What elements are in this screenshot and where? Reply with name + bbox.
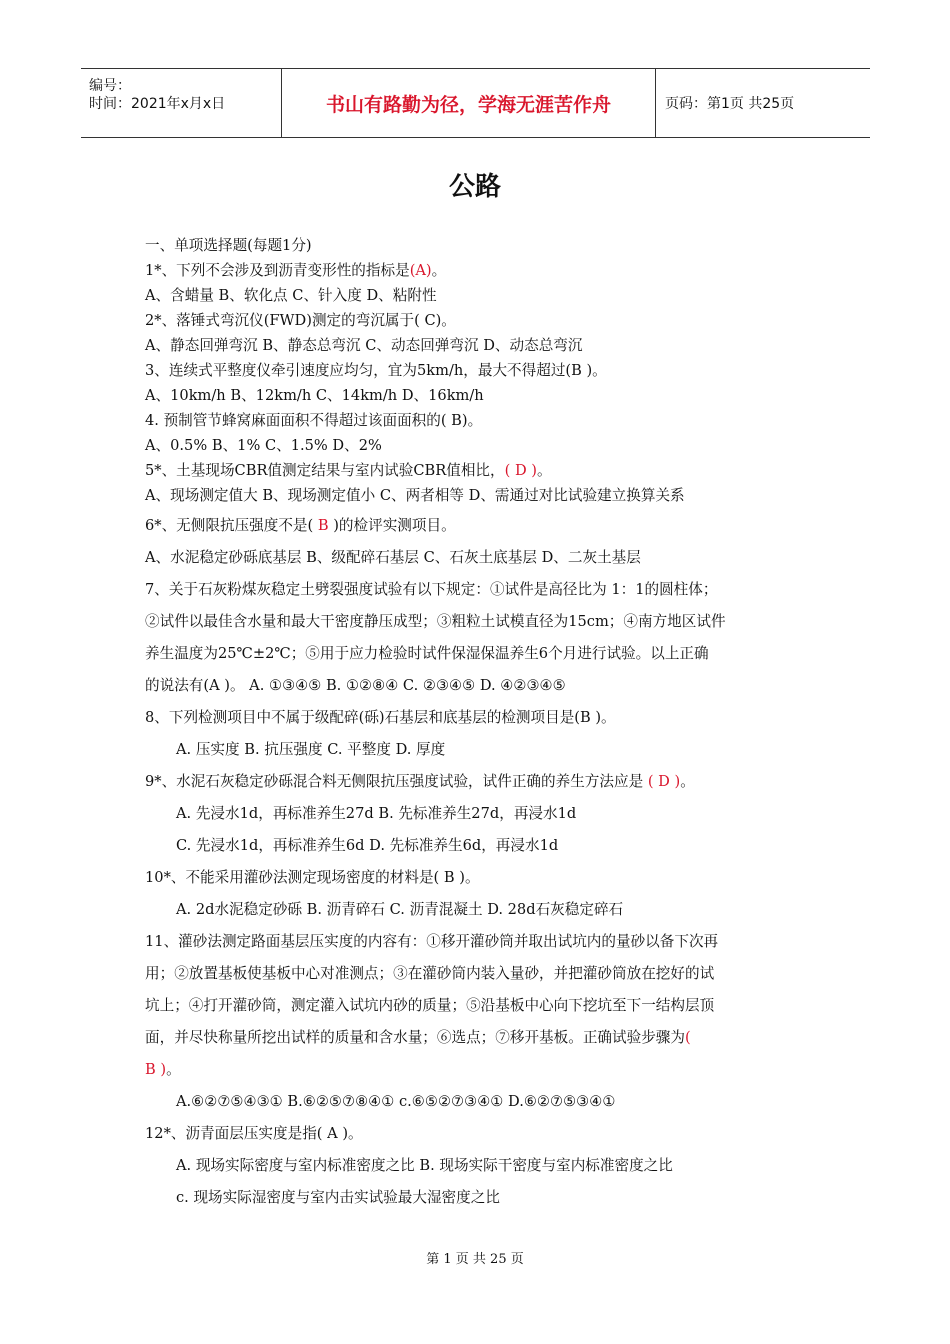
question-12-options: A. 现场实际密度与室内标准密度之比 B. 现场实际干密度与室内标准密度之比 <box>176 1157 673 1174</box>
question-6-answer: B <box>313 517 334 534</box>
question-12-options: c. 现场实际湿密度与室内击实试验最大湿密度之比 <box>176 1189 500 1206</box>
question-8-options: A. 压实度 B. 抗压强度 C. 平整度 D. 厚度 <box>176 741 446 758</box>
question-6-tail: )的检评实测项目。 <box>333 517 456 534</box>
question-9-tail: 。 <box>680 773 695 790</box>
question-4: 4. 预制管节蜂窝麻面面积不得超过该面面积的( B)。 <box>145 412 483 429</box>
document-header <box>81 68 870 138</box>
document-title: 公路 <box>448 172 501 202</box>
question-11-line: 坑上；④打开灌砂筒，测定灌入试坑内砂的质量；⑤沿基板中心向下挖坑至下一结构层顶 <box>145 997 715 1014</box>
question-11-line: 11、灌砂法测定路面基层压实度的内容有：①移开灌砂筒并取出试坑内的量砂以备下次再 <box>145 933 719 950</box>
question-6 <box>145 516 456 536</box>
header-motto: 书山有路勤为径，学海无涯苦作舟 <box>281 69 656 137</box>
question-6-options: A、水泥稳定砂砾底基层 B、级配碎石基层 C、石灰土底基层 D、二灰土基层 <box>145 549 641 566</box>
question-5-text: 5*、土基现场CBR值测定结果与室内试验CBR值相比， <box>145 462 505 479</box>
question-3-options: A、10km/h B、12km/h C、14km/h D、16km/h <box>145 387 484 404</box>
question-5-options: A、现场测定值大 B、现场测定值小 C、两者相等 D、需通过对比试验建立换算关系 <box>145 487 685 504</box>
question-12: 12*、沥青面层压实度是指( A )。 <box>145 1125 363 1142</box>
time-label: 时间：2021年x月x日 <box>89 96 226 112</box>
question-7-line: 7、关于石灰粉煤灰稳定土劈裂强度试验有以下规定：①试件是高径比为 1：1的圆柱体； <box>145 581 718 598</box>
question-9-text: 9*、水泥石灰稳定砂砾混合料无侧限抗压强度试验，试件正确的养生方法应是 <box>145 773 648 790</box>
question-4-options: A、0.5% B、1% C、1.5% D、2% <box>145 437 382 454</box>
question-7-line: ②试件以最佳含水量和最大干密度静压成型；③粗粒土试模直径为15cm；④南方地区试件 <box>145 613 726 630</box>
question-11-line <box>145 1060 181 1080</box>
question-7-line: 养生温度为25℃±2℃；⑤用于应力检验时试件保湿保温养生6个月进行试验。以上正确 <box>145 645 709 662</box>
question-11-answer: B ) <box>145 1061 167 1078</box>
question-2-options: A、静态回弹弯沉 B、静态总弯沉 C、动态回弹弯沉 D、动态总弯沉 <box>145 337 583 354</box>
question-5 <box>145 461 552 481</box>
question-6-text: 6*、无侧限抗压强度不是( <box>145 517 314 534</box>
question-10: 10*、不能采用灌砂法测定现场密度的材料是( B )。 <box>145 869 480 886</box>
number-label: 编号： <box>89 78 131 94</box>
question-3: 3、连续式平整度仪牵引速度应均匀，宜为5km/h，最大不得超过(B )。 <box>145 362 607 379</box>
question-1-answer: (A) <box>409 262 432 279</box>
question-9-options: C. 先浸水1d，再标准养生6d D. 先标准养生6d，再浸水1d <box>176 837 559 854</box>
question-11-text: 面，并尽快称量所挖出试样的质量和含水量；⑥选点；⑦移开基板。正确试验步骤为 <box>145 1029 685 1046</box>
question-9-answer: ( D ) <box>647 773 681 790</box>
question-9-options: A. 先浸水1d，再标准养生27d B. 先标准养生27d，再浸水1d <box>176 805 577 822</box>
page-footer: 第 1 页 共 25 页 <box>426 1252 524 1267</box>
question-5-tail: 。 <box>537 462 552 479</box>
question-11-answer-open: ( <box>684 1029 691 1046</box>
question-8: 8、下列检测项目中不属于级配碎(砾)石基层和底基层的检测项目是(B )。 <box>145 709 616 726</box>
question-1 <box>145 261 446 281</box>
question-1-text: 1*、下列不会涉及到沥青变形性的指标是 <box>145 262 410 279</box>
header-page-info: 页码：第1页 共25页 <box>665 96 795 112</box>
question-11-line <box>145 1028 691 1048</box>
question-9 <box>145 772 695 792</box>
question-1-tail: 。 <box>431 262 447 279</box>
header-meta <box>81 69 281 137</box>
question-7-line: 的说法有(A )。 A. ①③④⑤ B. ①②⑧④ C. ②③④⑤ D. ④②③④⑤ <box>145 677 566 694</box>
question-11-options: A.⑥②⑦⑤④③① B.⑥②⑤⑦⑧④① c.⑥⑤②⑦③④① D.⑥②⑦⑤③④① <box>176 1093 616 1110</box>
question-1-options: A、含蜡量 B、软化点 C、针入度 D、粘附性 <box>145 287 437 304</box>
question-10-options: A. 2d水泥稳定砂砾 B. 沥青碎石 C. 沥青混凝土 D. 28d石灰稳定碎石 <box>176 901 624 918</box>
question-2: 2*、落锤式弯沉仪(FWD)测定的弯沉属于( C)。 <box>145 312 456 329</box>
question-5-answer: ( D ) <box>504 462 537 479</box>
section-heading: 一、单项选择题(每题1分) <box>145 237 312 254</box>
question-11-line: 用；②放置基板使基板中心对准测点；③在灌砂筒内装入量砂，并把灌砂筒放在挖好的试 <box>145 965 715 982</box>
question-11-tail: 。 <box>166 1061 181 1078</box>
